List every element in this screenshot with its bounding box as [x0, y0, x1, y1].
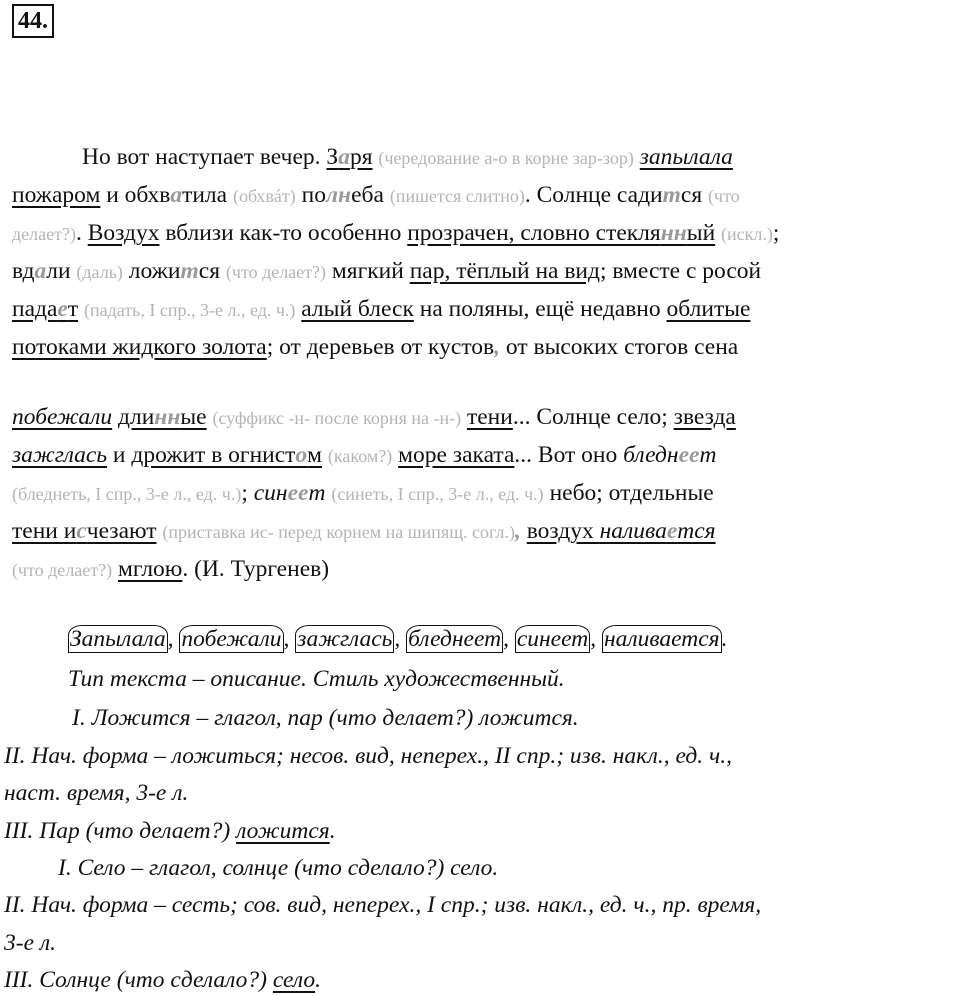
task-number: 44.: [12, 4, 54, 38]
analysis-line: II. Нач. форма – сесть; сов. вид, неперех., I спр.; изв. накл., ед. ч., пр. время,: [4, 892, 762, 918]
analysis-line: I. Ложится – глагол, пар (что делает?) ложится.: [72, 705, 579, 731]
analysis-line: 3-е л.: [4, 930, 57, 956]
text-line: (что делает?) мглою. (И. Тургенев): [12, 556, 330, 582]
analysis-line: II. Нач. форма – ложиться; несов. вид, неперех., II спр.; изв. накл., ед. ч.,: [4, 743, 732, 769]
text-line: Но вот наступает вечер. Заря (чередование а-о в корне зар-зор) запылала: [82, 144, 733, 170]
text-line: зажглась и дрожит в огнистом (каком?) море заката... Вот оно бледнеет: [12, 442, 717, 468]
text-line: делает?). Воздух вблизи как-то особенно прозрачен, словно стеклянный (искл.);: [12, 220, 780, 246]
text-line: тени исчезают (приставка ис- перед корнем на шипящ. согл.), воздух наливается: [12, 518, 716, 544]
analysis-line: I. Село – глагол, солнце (что сделало?) село.: [58, 855, 499, 881]
analysis-line: III. Пар (что делает?) ложится.: [4, 818, 336, 844]
analysis-line: III. Солнце (что сделало?) село.: [4, 967, 321, 993]
word-breakdown: Запылала, побежали, зажглась, бледнеет, синеет, наливается.: [70, 626, 728, 652]
text-line: пожаром и обхватила (обхвáт) полнеба (пишется слитно). Солнце садится (что: [12, 182, 740, 208]
analysis-line: Тип текста – описание. Стиль художественный.: [68, 666, 565, 692]
text-line: потоками жидкого золота; от деревьев от кустов, от высоких стогов сена: [12, 334, 739, 360]
text-line: падает (падать, I спр., 3-е л., ед. ч.) алый блеск на поляны, ещё недавно облитые: [12, 296, 751, 322]
text-line: вдали (даль) ложится (что делает?) мягкий пар, тёплый на вид; вместе с росой: [12, 258, 762, 284]
text-line: побежали длинные (суффикс -н- после корня на -н-) тени... Солнце село; звезда: [12, 404, 736, 430]
text-line: (бледнеть, I спр., 3-е л., ед. ч.); синеет (синеть, I спр., 3-е л., ед. ч.) небо; отдельные: [12, 480, 714, 506]
analysis-line: наст. время, 3-е л.: [4, 780, 189, 806]
